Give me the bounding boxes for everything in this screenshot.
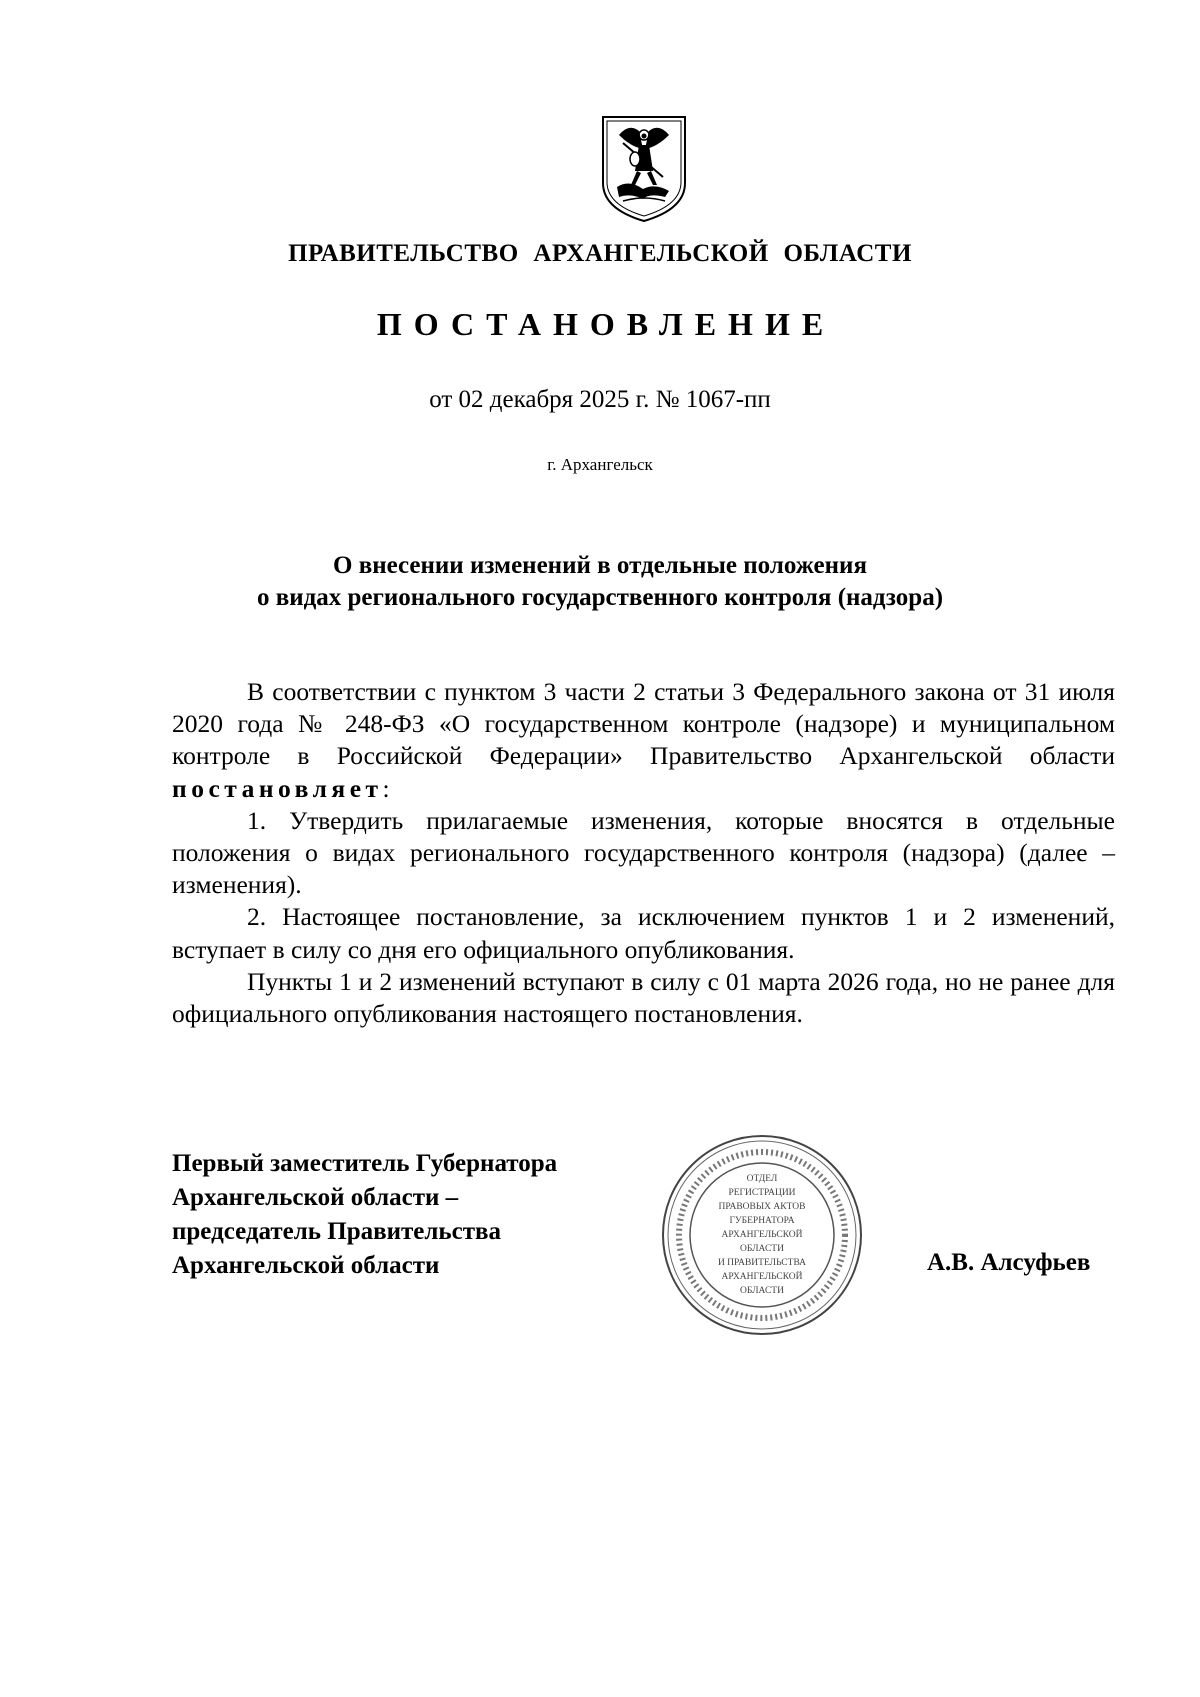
stamp-line-2: РЕГИСТРАЦИИ bbox=[728, 1188, 796, 1198]
preamble-colon: : bbox=[382, 773, 390, 803]
body-paragraph-item-1: 1. Утвердить прилагаемые изменения, которые вносятся в отдельные положения о видах регионального государственного контроля (надзора) (далее – изменения). bbox=[172, 805, 1115, 900]
signer-position-line-4: Архангельской области bbox=[172, 1252, 440, 1279]
stamp-line-5: АРХАНГЕЛЬСКОЙ bbox=[721, 1230, 803, 1240]
body-paragraph-item-2: 2. Настоящее постановление, за исключением пунктов 1 и 2 изменений, вступает в силу со дня его официального опубликования. bbox=[172, 902, 1115, 964]
subject-line-2: о видах регионального государственного контроля (надзора) bbox=[256, 584, 944, 611]
document-body bbox=[172, 676, 1115, 1030]
resolution-keyword: постановляет bbox=[172, 773, 383, 803]
official-seal-icon bbox=[660, 1133, 864, 1337]
signer-position-line-2: Архангельской области – bbox=[172, 1184, 459, 1211]
stamp-line-7: И ПРАВИТЕЛЬСТВА bbox=[717, 1258, 807, 1268]
stamp-line-8: АРХАНГЕЛЬСКОЙ bbox=[721, 1272, 803, 1282]
signer-position-line-1: Первый заместитель Губернатора bbox=[172, 1150, 558, 1177]
stamp-line-3: ПРАВОВЫХ АКТОВ bbox=[718, 1202, 806, 1212]
stamp-line-6: ОБЛАСТИ bbox=[740, 1244, 784, 1254]
stamp-line-4: ГУБЕРНАТОРА bbox=[729, 1216, 795, 1226]
body-paragraph-effective-date: Пункты 1 и 2 изменений вступают в силу с 01 марта 2026 года, но не ранее для официального опубликования настоящего постановления. bbox=[172, 966, 1115, 1029]
document-date-number: от 02 декабря 2025 г. № 1067-пп bbox=[429, 386, 771, 413]
stamp-line-1: ОТДЕЛ bbox=[746, 1174, 778, 1184]
preamble-text: В соответствии с пунктом 3 части 2 статьи 3 Федерального закона от 31 июля 2020 года № 248-ФЗ «О государственном контроле (надзоре) и муниципальном контроле в Российской Федерации» Правительство Архангельской области bbox=[172, 677, 1115, 771]
body-paragraph-preamble bbox=[172, 676, 1115, 805]
signer-position-line-3: председатель Правительства bbox=[172, 1218, 502, 1245]
signer-name: А.В. Алсуфьев bbox=[927, 1249, 1091, 1276]
stamp-line-9: ОБЛАСТИ bbox=[740, 1286, 784, 1296]
signer-position bbox=[172, 1147, 557, 1283]
subject-line-1: О внесении изменений в отдельные положения bbox=[333, 552, 867, 579]
document-type: ПОСТАНОВЛЕНИЕ bbox=[376, 306, 836, 342]
coat-of-arms-icon bbox=[599, 113, 689, 225]
organization-title: ПРАВИТЕЛЬСТВО АРХАНГЕЛЬСКОЙ ОБЛАСТИ bbox=[288, 240, 912, 267]
document-subject bbox=[0, 550, 1200, 614]
document-city: г. Архангельск bbox=[547, 455, 653, 474]
